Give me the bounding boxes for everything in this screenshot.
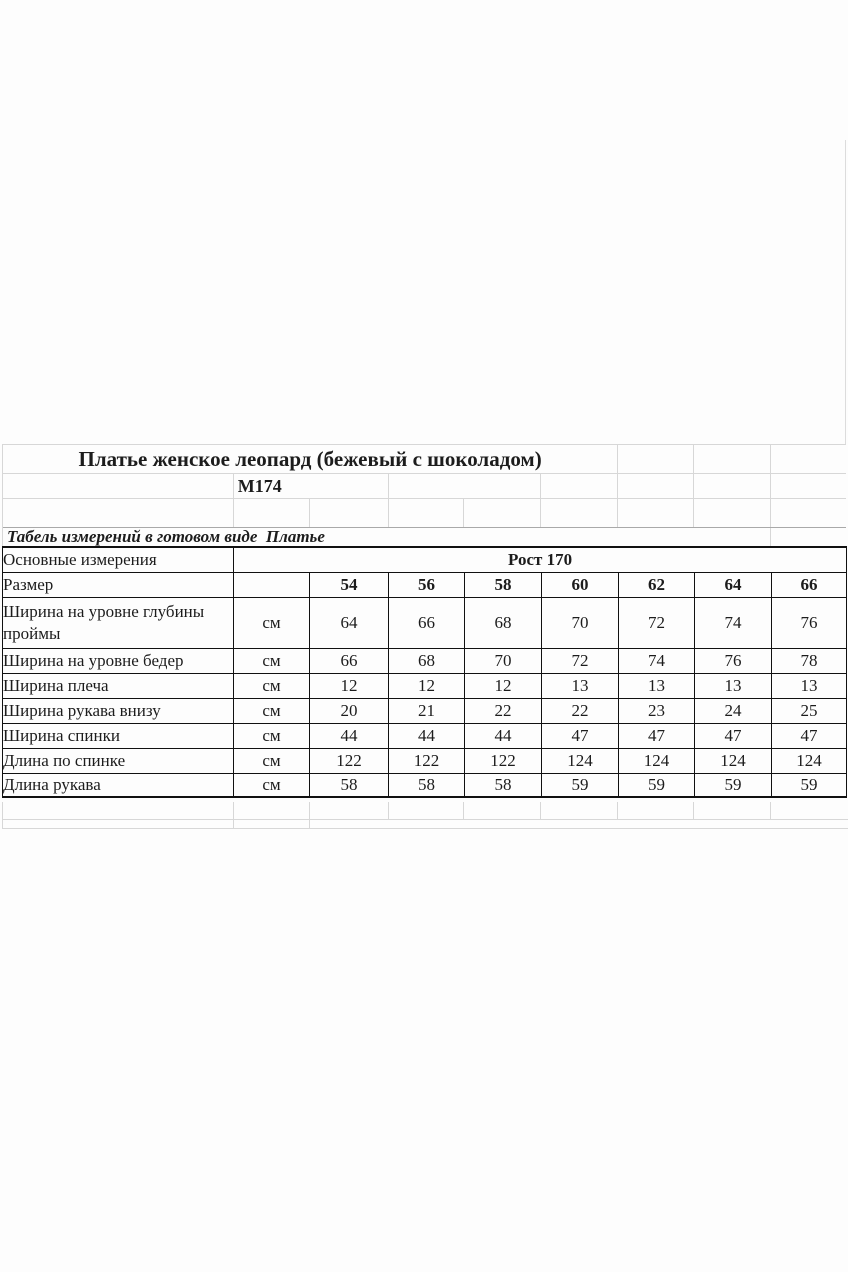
product-model: М174 xyxy=(234,474,389,498)
empty-cell xyxy=(694,445,771,473)
size-cell: 58 xyxy=(465,572,542,597)
value-cell: 70 xyxy=(542,597,619,648)
value-cell: 59 xyxy=(542,773,619,797)
value-cell: 76 xyxy=(772,597,847,648)
top-grid xyxy=(2,444,846,546)
value-cell: 12 xyxy=(310,673,389,698)
unit-cell: см xyxy=(234,597,310,648)
empty-cell xyxy=(618,802,694,819)
empty-cell xyxy=(234,499,310,527)
value-cell: 13 xyxy=(772,673,847,698)
size-cell: 60 xyxy=(542,572,619,597)
empty-cell xyxy=(694,474,771,498)
value-cell: 78 xyxy=(772,648,847,673)
empty-cell xyxy=(234,802,310,819)
size-table xyxy=(2,546,847,798)
value-cell: 22 xyxy=(542,698,619,723)
table-header-row xyxy=(3,547,847,572)
unit-cell: см xyxy=(234,773,310,797)
value-cell: 25 xyxy=(772,698,847,723)
grid-edge-line xyxy=(845,140,846,444)
value-cell: 59 xyxy=(619,773,695,797)
empty-cell xyxy=(234,820,310,828)
value-cell: 74 xyxy=(619,648,695,673)
empty-cell xyxy=(3,820,234,828)
empty-cell xyxy=(618,474,694,498)
value-cell: 47 xyxy=(619,723,695,748)
value-cell: 13 xyxy=(542,673,619,698)
size-cell: 62 xyxy=(619,572,695,597)
value-cell: 12 xyxy=(465,673,542,698)
measurement-row xyxy=(3,698,847,723)
value-cell: 122 xyxy=(465,748,542,773)
empty-cell xyxy=(618,445,694,473)
value-cell: 68 xyxy=(389,648,465,673)
value-cell: 20 xyxy=(310,698,389,723)
value-cell: 124 xyxy=(542,748,619,773)
measurement-row xyxy=(3,773,847,797)
measurement-label: Ширина на уровне бедер xyxy=(3,648,234,673)
empty-grid-row xyxy=(3,499,846,528)
model-row xyxy=(3,474,846,499)
empty-cell xyxy=(618,499,694,527)
empty-grid-row xyxy=(3,820,848,829)
value-cell: 68 xyxy=(465,597,542,648)
empty-cell xyxy=(771,499,846,527)
empty-cell xyxy=(389,802,465,819)
measurement-label: Ширина рукава внизу xyxy=(3,698,234,723)
value-cell: 47 xyxy=(772,723,847,748)
empty-cell xyxy=(464,499,541,527)
product-title: Платье женское леопард (бежевый с шоколадом) xyxy=(3,445,618,473)
measurement-label: Длина по спинке xyxy=(3,748,234,773)
empty-cell xyxy=(389,474,542,498)
value-cell: 66 xyxy=(310,648,389,673)
empty-cell xyxy=(464,802,541,819)
value-cell: 124 xyxy=(619,748,695,773)
empty-cell xyxy=(771,802,848,819)
measurement-label: Ширина на уровне глубины проймы xyxy=(3,597,234,648)
size-cell: 66 xyxy=(772,572,847,597)
value-cell: 22 xyxy=(465,698,542,723)
measurement-row xyxy=(3,648,847,673)
value-cell: 44 xyxy=(389,723,465,748)
height-header: Рост 170 xyxy=(234,547,847,572)
value-cell: 74 xyxy=(695,597,772,648)
measurement-label: Ширина спинки xyxy=(3,723,234,748)
title-row xyxy=(3,445,846,474)
value-cell: 58 xyxy=(465,773,542,797)
empty-cell xyxy=(694,802,771,819)
empty-cell xyxy=(310,802,389,819)
empty-cell xyxy=(541,499,618,527)
value-cell: 58 xyxy=(389,773,465,797)
value-cell: 44 xyxy=(465,723,542,748)
value-cell: 72 xyxy=(619,597,695,648)
empty-cell xyxy=(694,499,771,527)
value-cell: 66 xyxy=(389,597,465,648)
size-cell: 54 xyxy=(310,572,389,597)
measurement-row xyxy=(3,748,847,773)
value-cell: 24 xyxy=(695,698,772,723)
size-cell: 64 xyxy=(695,572,772,597)
empty-cell xyxy=(234,572,310,597)
empty-grid-row xyxy=(3,802,848,820)
value-cell: 124 xyxy=(772,748,847,773)
empty-cell xyxy=(771,474,846,498)
empty-cell xyxy=(389,499,465,527)
value-cell: 59 xyxy=(772,773,847,797)
size-label: Размер xyxy=(3,572,234,597)
measurement-row xyxy=(3,673,847,698)
empty-cell xyxy=(541,802,618,819)
measurement-label: Длина рукава xyxy=(3,773,234,797)
value-cell: 59 xyxy=(695,773,772,797)
empty-cell xyxy=(3,474,234,498)
unit-cell: см xyxy=(234,673,310,698)
caption-row xyxy=(3,527,846,546)
empty-cell xyxy=(771,445,846,473)
empty-cell xyxy=(310,499,389,527)
value-cell: 12 xyxy=(389,673,465,698)
measurement-row xyxy=(3,723,847,748)
size-cell: 56 xyxy=(389,572,465,597)
value-cell: 70 xyxy=(465,648,542,673)
value-cell: 64 xyxy=(310,597,389,648)
empty-cell xyxy=(3,499,234,527)
value-cell: 124 xyxy=(695,748,772,773)
empty-cell xyxy=(310,820,847,828)
value-cell: 44 xyxy=(310,723,389,748)
measurement-row xyxy=(3,597,847,648)
value-cell: 122 xyxy=(310,748,389,773)
value-cell: 13 xyxy=(619,673,695,698)
measurement-label: Ширина плеча xyxy=(3,673,234,698)
unit-cell: см xyxy=(234,748,310,773)
value-cell: 23 xyxy=(619,698,695,723)
table-caption: Табель измерений в готовом виде Платье xyxy=(3,528,771,546)
bottom-grid xyxy=(2,802,848,829)
unit-cell: см xyxy=(234,698,310,723)
unit-cell: см xyxy=(234,723,310,748)
unit-cell: см xyxy=(234,648,310,673)
empty-cell xyxy=(3,802,234,819)
value-cell: 76 xyxy=(695,648,772,673)
value-cell: 122 xyxy=(389,748,465,773)
value-cell: 72 xyxy=(542,648,619,673)
value-cell: 13 xyxy=(695,673,772,698)
value-cell: 21 xyxy=(389,698,465,723)
empty-cell xyxy=(541,474,618,498)
main-measurements-label: Основные измерения xyxy=(3,547,234,572)
value-cell: 58 xyxy=(310,773,389,797)
empty-cell xyxy=(771,528,846,546)
value-cell: 47 xyxy=(695,723,772,748)
size-row xyxy=(3,572,847,597)
value-cell: 47 xyxy=(542,723,619,748)
